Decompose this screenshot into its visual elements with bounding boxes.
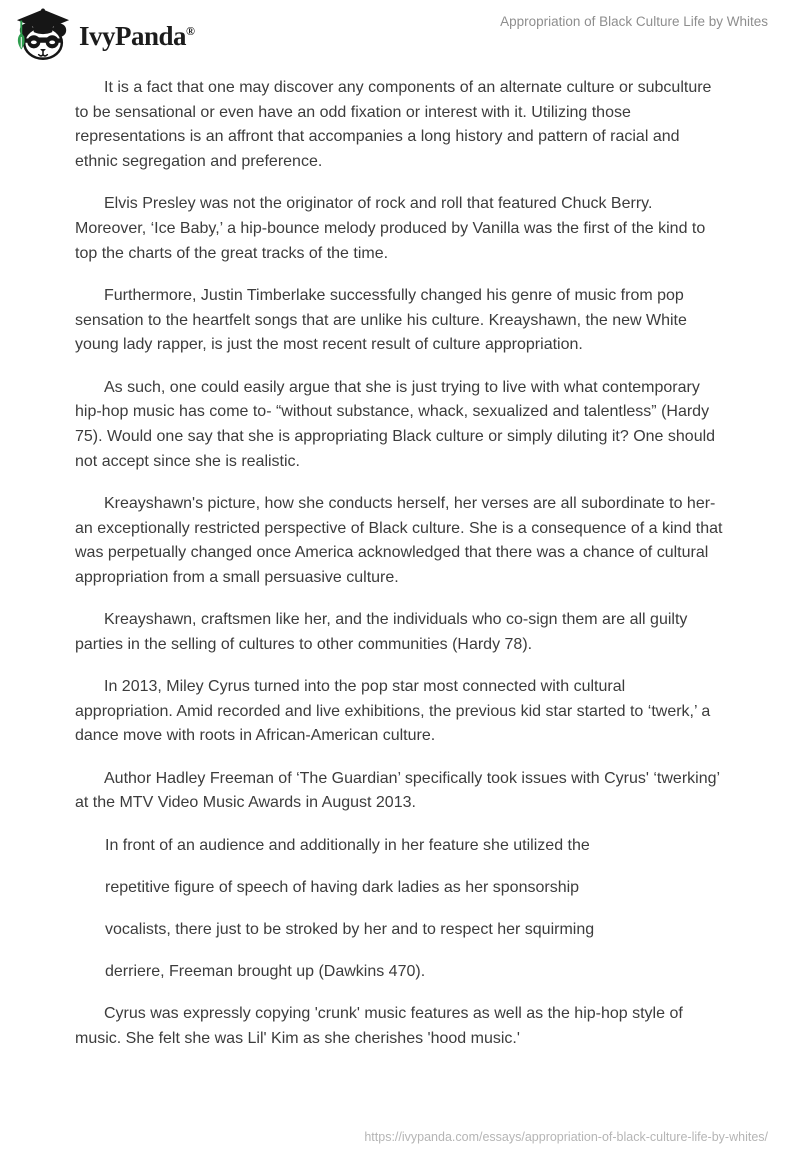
paragraph-8: Author Hadley Freeman of ‘The Guardian’ specifically took issues with Cyrus' ‘twerking’ at the MTV Video Music Awards in August 2013.: [75, 769, 720, 812]
ivypanda-logo: [14, 8, 195, 64]
paragraph-4: As such, one could easily argue that she is just trying to live with what contemporary hip-hop music has come to- “without substance, whack, sexualized and talentless” (Hardy 75). Would one say that she is appropriating Black culture or simply diluting it? One should not accept since she is realistic.: [75, 378, 716, 470]
paragraph-1: It is a fact that one may discover any components of an alternate culture or subculture to be sensational or even have an odd fixation or interest with it. Utilizing those representations is an affront that accompanies a long history and pattern of racial and ethnic segregation and preference.: [75, 79, 712, 171]
brand-name: [79, 21, 195, 52]
registered-mark: ®: [186, 23, 196, 38]
paragraph-9: Cyrus was expressly copying 'crunk' music features as well as the hip-hop style of music. She felt she was Lil' Kim as she cherishes 'hood music.': [75, 1005, 683, 1048]
paragraph-3: Furthermore, Justin Timberlake successfully changed his genre of music from pop sensation to the heartfelt songs that are unlike his culture. Kreayshawn, the new White young lady rapper, is just the most recent result of culture appropriation.: [75, 286, 687, 354]
paragraph-7: In 2013, Miley Cyrus turned into the pop star most connected with cultural appropriation. Amid recorded and live exhibitions, the previous kid star started to ‘twerk,’ a dance move with roots in African-American culture.: [75, 678, 711, 745]
quote-line-4: derriere, Freeman brought up (Dawkins 470).: [105, 963, 426, 981]
quote-line-3: vocalists, there just to be stroked by her and to respect her squirming: [105, 920, 595, 938]
quote-line-2: repetitive figure of speech of having dark ladies as her sponsorship: [105, 878, 580, 896]
document-title: Appropriation of Black Culture Life by Whites: [500, 14, 768, 29]
panda-graduate-icon: [14, 8, 72, 64]
paragraph-6: Kreayshawn, craftsmen like her, and the individuals who co-sign them are all guilty parties in the selling of cultures to other communities (Hardy 78).: [75, 611, 688, 653]
brand-text: IvyPanda: [79, 20, 187, 51]
source-url-link[interactable]: https://ivypanda.com/essays/appropriation-of-black-culture-life-by-whites/: [364, 1130, 768, 1144]
paragraph-2: Elvis Presley was not the originator of rock and roll that featured Chuck Berry. Moreover, ‘Ice Baby,’ a hip-bounce melody produced by Vanilla was the first of the kind to top the charts of the great tracks of the time.: [75, 195, 706, 262]
essay-content: [75, 76, 725, 1069]
block-quote: [105, 834, 725, 985]
quote-line-1: In front of an audience and additionally in her feature she utilized the: [105, 836, 590, 854]
paragraph-5: Kreayshawn's picture, how she conducts herself, her verses are all subordinate to her- an exceptionally restricted perspective of Black culture. She is a consequence of a kind that was perpetually changed once America acknowledged that there was a chance of cultural appropriation from a small persuasive culture.: [75, 494, 723, 586]
